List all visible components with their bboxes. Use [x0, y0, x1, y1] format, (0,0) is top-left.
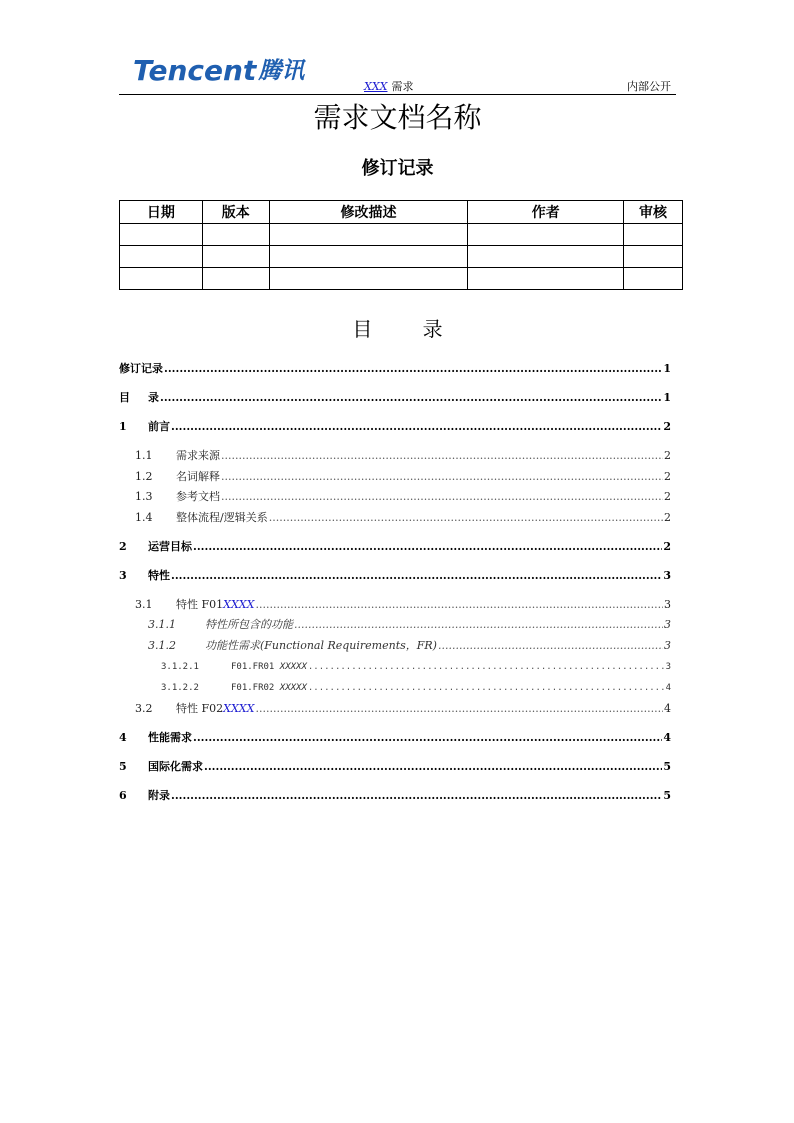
table-cell[interactable]: [624, 246, 683, 268]
toc-entry-label: F01.FR01 XXXXX: [231, 662, 307, 672]
table-cell[interactable]: [269, 246, 468, 268]
toc-entry-label: 前言: [148, 420, 170, 433]
toc-entry-3-2[interactable]: [119, 702, 671, 716]
toc-entry-4[interactable]: [119, 731, 671, 745]
logo-text-cn: 腾讯: [258, 58, 305, 84]
toc-entry-label: 录: [148, 391, 159, 404]
revision-history-heading: 修订记录: [361, 158, 434, 179]
toc-placeholder-text: XXXXX: [279, 683, 307, 693]
revision-table-header: [120, 201, 683, 224]
table-cell[interactable]: [120, 224, 203, 246]
header-doc-label: 需求: [391, 80, 414, 93]
toc-entry-revision[interactable]: [119, 362, 671, 376]
toc-entry-label: 特性 F02XXXX: [176, 702, 255, 715]
toc-entry-number: 3.1.2: [148, 639, 176, 652]
table-cell[interactable]: [202, 224, 269, 246]
toc-placeholder-text: XXXX: [223, 598, 255, 611]
toc-entry-number: 4: [119, 731, 127, 744]
toc-entry-number: 1.4: [135, 511, 153, 524]
toc-entry-page: 2: [664, 449, 671, 462]
toc-entry-number: 3.2: [135, 702, 153, 715]
table-cell[interactable]: [269, 268, 468, 290]
toc-entry-page: 3: [665, 662, 671, 672]
toc-entry-3-1[interactable]: [119, 598, 671, 612]
toc-entry-3-1-2-1[interactable]: [119, 660, 671, 674]
table-cell[interactable]: [202, 268, 269, 290]
toc-entry-page: 2: [664, 470, 671, 483]
col-header-date: 日期: [120, 201, 203, 224]
toc-entry-number: 3.1: [135, 598, 153, 611]
toc-entry-page: 5: [663, 760, 671, 773]
toc-entry-3[interactable]: [119, 569, 671, 583]
toc-entry-label: 修订记录: [119, 362, 163, 375]
toc-placeholder-text: XXXX: [223, 702, 255, 715]
toc-entry-1-2[interactable]: [119, 470, 671, 484]
toc-entry-1-3[interactable]: [119, 490, 671, 504]
toc-placeholder-text: XXXXX: [279, 662, 307, 672]
toc-entry-1-4[interactable]: [119, 511, 671, 525]
header-doc-placeholder: XXX: [364, 80, 388, 93]
toc-entry-label: 需求来源: [176, 449, 220, 462]
toc-entry-page: 2: [663, 540, 671, 553]
table-row: [120, 246, 683, 268]
table-cell[interactable]: [468, 224, 624, 246]
toc-entry-label: 运营目标: [148, 540, 192, 553]
toc-entry-number: 5: [119, 760, 127, 773]
table-cell[interactable]: [624, 268, 683, 290]
header-divider: [119, 94, 676, 95]
toc-entry-label: 名词解释: [176, 470, 220, 483]
header-center-text: [364, 78, 414, 94]
table-cell[interactable]: [624, 224, 683, 246]
toc-entry-page: 5: [663, 789, 671, 802]
toc-entry-number: 3.1.1: [148, 618, 176, 631]
toc-entry-6[interactable]: [119, 789, 671, 803]
toc-entry-page: 4: [663, 731, 671, 744]
logo-text-en: Tencent: [133, 54, 257, 87]
table-cell[interactable]: [468, 246, 624, 268]
toc-entry-number: 2: [119, 540, 127, 553]
toc-heading: 目 录: [352, 317, 465, 341]
toc-entry-number: 1.3: [135, 490, 153, 503]
toc-entry-number: 目: [119, 391, 130, 404]
toc-entry-label: 整体流程/逻辑关系: [176, 511, 268, 524]
toc-entry-number: 3.1.2.1: [161, 662, 199, 672]
toc-entry-page: 1: [663, 391, 671, 404]
toc-entry-number: 6: [119, 789, 127, 802]
toc-entry-page: 3: [664, 618, 671, 631]
toc-entry-label: 功能性需求(Functional Requirements，FR): [205, 639, 437, 652]
toc-entry-page: 4: [665, 683, 671, 693]
toc-entry-5[interactable]: [119, 760, 671, 774]
toc-entry-label: 特性 F01XXXX: [176, 598, 255, 611]
toc-entry-contents[interactable]: [119, 391, 671, 405]
toc-entry-label: 参考文档: [176, 490, 220, 503]
tencent-logo: [133, 54, 304, 88]
col-header-version: 版本: [202, 201, 269, 224]
revision-table: [119, 200, 683, 290]
toc-entry-number: 1.1: [135, 449, 153, 462]
table-cell[interactable]: [120, 246, 203, 268]
toc-entry-page: 4: [664, 702, 671, 715]
document-title: 需求文档名称: [313, 101, 482, 134]
toc-entry-1-1[interactable]: [119, 449, 671, 463]
toc-entry-label: 附录: [148, 789, 170, 802]
toc-entry-3-1-2-2[interactable]: [119, 681, 671, 695]
table-cell[interactable]: [269, 224, 468, 246]
toc-entry-label: 特性: [148, 569, 170, 582]
table-row: [120, 268, 683, 290]
toc-entry-page: 3: [664, 639, 671, 652]
toc-entry-1[interactable]: [119, 420, 671, 434]
toc-entry-page: 3: [663, 569, 671, 582]
toc-entry-number: 1.2: [135, 470, 153, 483]
toc-entry-label: 特性所包含的功能: [205, 618, 293, 631]
col-header-reviewer: 审核: [624, 201, 683, 224]
toc-entry-label: 国际化需求: [148, 760, 203, 773]
col-header-author: 作者: [468, 201, 624, 224]
table-cell[interactable]: [120, 268, 203, 290]
toc-entry-number: 1: [119, 420, 127, 433]
col-header-description: 修改描述: [269, 201, 468, 224]
toc-entry-number: 3: [119, 569, 127, 582]
toc-entry-page: 1: [663, 362, 671, 375]
toc-entry-page: 2: [663, 420, 671, 433]
toc-entry-3-1-1[interactable]: [119, 618, 671, 632]
toc-entry-2[interactable]: [119, 540, 671, 554]
table-row: [120, 224, 683, 246]
header-classification: 内部公开: [627, 80, 671, 93]
table-cell[interactable]: [468, 268, 624, 290]
toc-entry-label: F01.FR02 XXXXX: [231, 683, 307, 693]
toc-entry-number: 3.1.2.2: [161, 683, 199, 693]
toc-entry-3-1-2[interactable]: [119, 639, 671, 653]
toc-entry-page: 2: [664, 511, 671, 524]
toc-entry-page: 2: [664, 490, 671, 503]
toc-entry-label: 性能需求: [148, 731, 192, 744]
table-cell[interactable]: [202, 246, 269, 268]
toc-entry-page: 3: [664, 598, 671, 611]
